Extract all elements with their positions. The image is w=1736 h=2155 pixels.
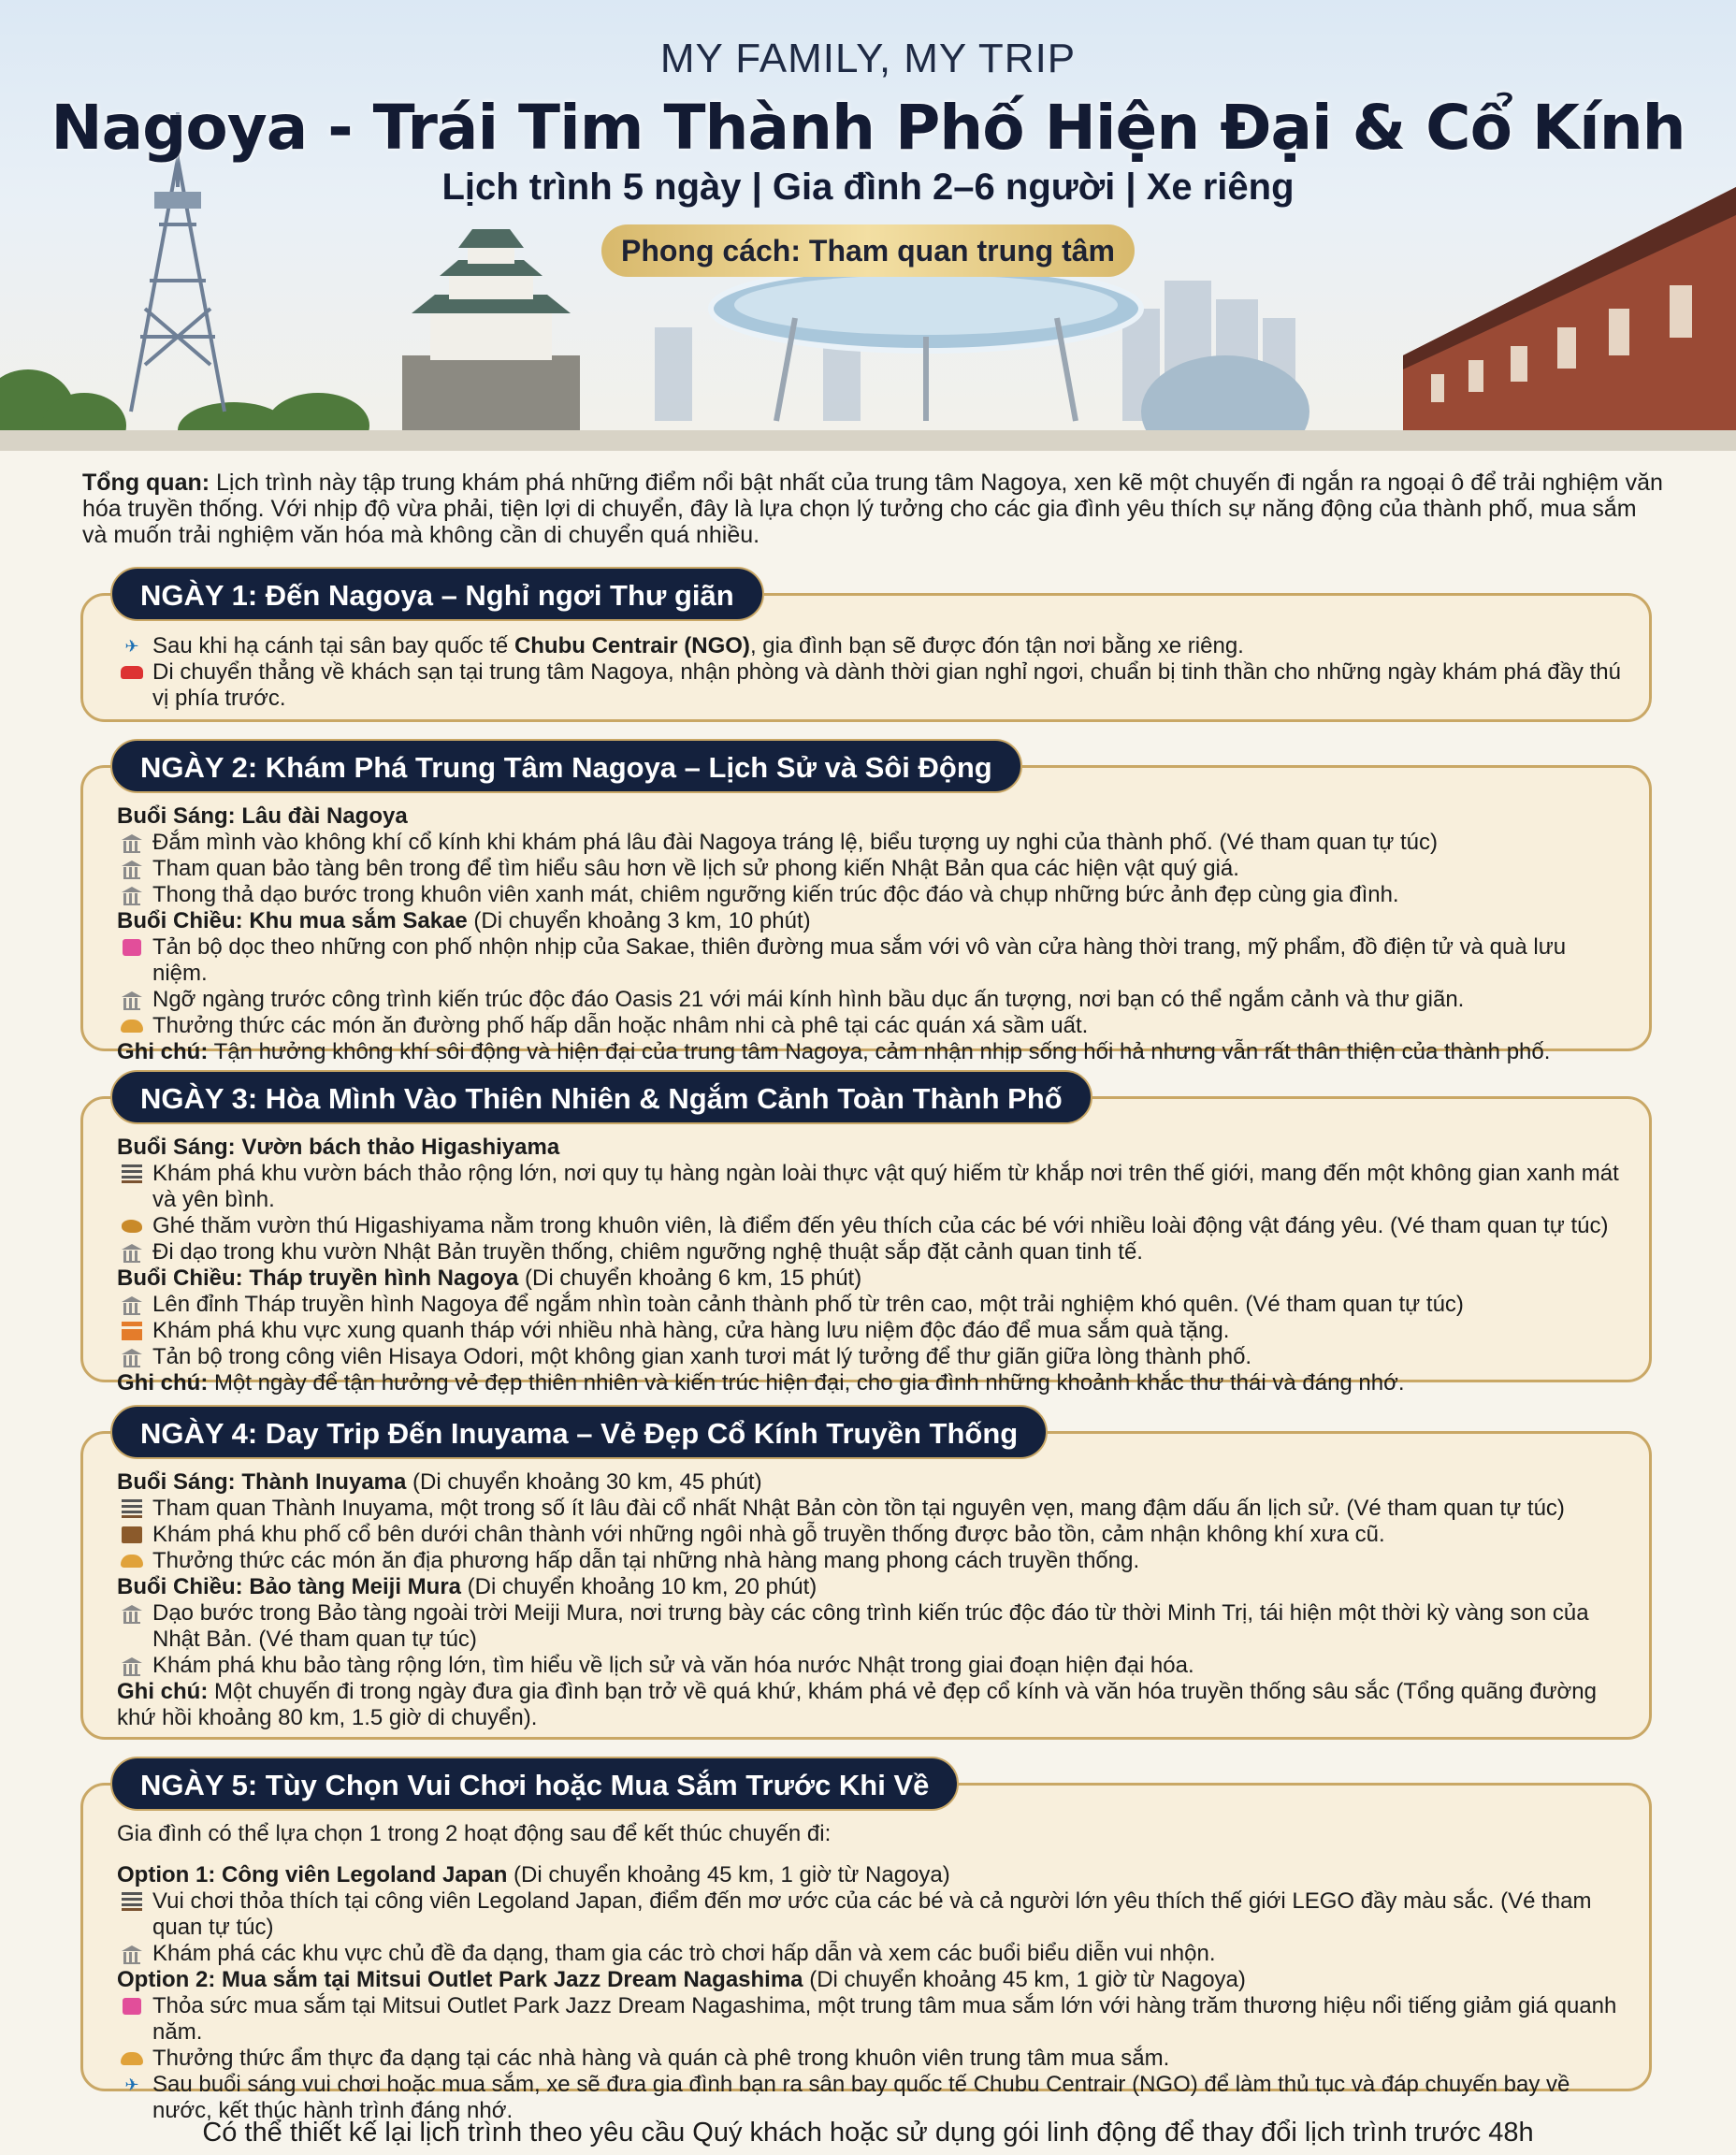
section-heading: Option 1: Công viên Legoland Japan (Di chuyển khoảng 45 km, 1 giờ từ Nagoya) [117,1862,950,1887]
day-3-header: NGÀY 3: Hòa Mình Vào Thiên Nhiên & Ngắm Cảnh Toàn Thành Phố [110,1070,1092,1124]
list-item: Thỏa sức mua sắm tại Mitsui Outlet Park Jazz Dream Nagashima, một trung tâm mua sắm lớn với hàng trăm thương hiệu nổi tiếng giảm giá quanh năm. [117,1993,1625,2046]
temple-icon [117,832,147,854]
temple-icon [117,1294,147,1316]
red-brick-warehouse-icon [1403,187,1736,440]
temple-icon [117,858,147,880]
section-heading: Buổi Sáng: Lâu đài Nagoya [117,803,408,829]
day-4-header: NGÀY 4: Day Trip Đến Inuyama – Vẻ Đẹp Cổ Kính Truyền Thống [110,1405,1048,1459]
house-icon [117,1524,147,1546]
day-note: Ghi chú: Một ngày để tận hưởng vẻ đẹp thiên nhiên và kiến trúc hiện đại, cho gia đình những khoảnh khắc thư thái và đáng nhớ. [117,1370,1405,1396]
bird-icon [117,1215,147,1237]
list-item: Dạo bước trong Bảo tàng ngoài trời Meiji Mura, nơi trưng bày các công trình kiến trúc độc đáo từ thời Minh Trị, tái hiện một thời kỳ vàng son của Nhật Bản. (Vé tham quan tự túc) [117,1600,1625,1653]
overview-text: Lịch trình này tập trung khám phá những điểm nổi bật nhất của trung tâm Nagoya, xen kẽ một chuyến đi ngắn ra ngoại ô để trải nghiệm văn hóa truyền thống. Với nhịp độ vừa phải, tiện lợi di chuyển, đây là lựa chọn lý tưởng cho các gia đình yêu thích sự năng động của thành phố, mua sắm và muốn trải nghiệm văn hóa mà không cần di chuyển quá nhiều. [82,470,1663,548]
day-2-card [80,765,1652,1064]
food-icon [117,1015,147,1037]
shrine-icon [117,1320,147,1342]
list-item: Lên đỉnh Tháp truyền hình Nagoya để ngắm nhìn toàn cảnh thành phố từ trên cao, một trải nghiệm khó quên. (Vé tham quan tự túc) [117,1292,1625,1318]
food-icon [117,2047,147,2070]
oasis21-icon [711,267,1141,421]
temple-icon [117,989,147,1011]
style-badge: Phong cách: Tham quan trung tâm [601,224,1135,277]
section-heading: Buổi Chiều: Tháp truyền hình Nagoya (Di chuyển khoảng 6 km, 15 phút) [117,1266,862,1291]
temple-icon [117,1602,147,1625]
section-heading: Option 2: Mua sắm tại Mitsui Outlet Park Jazz Dream Nagashima (Di chuyển khoảng 45 km, 1 giờ từ Nagoya) [117,1967,1246,1992]
list-item: Thưởng thức ẩm thực đa dạng tại các nhà hàng và quán cà phê trong khuôn viên trung tâm mua sắm. [117,2046,1625,2072]
pagoda-icon [117,1890,147,1913]
list-item: Di chuyển thẳng về khách sạn tại trung tâm Nagoya, nhận phòng và dành thời gian nghỉ ngơi, chuẩn bị tinh thần cho những ngày khám phá đầy thú vị phía trước. [117,659,1625,712]
list-item: Tản bộ dọc theo những con phố nhộn nhịp của Sakae, thiên đường mua sắm với vô vàn cửa hàng thời trang, mỹ phẩm, đồ điện tử và quà lưu niệm. [117,934,1625,987]
list-item: Tham quan Thành Inuyama, một trong số ít lâu đài cổ nhất Nhật Bản còn tồn tại nguyên vẹn, mang đậm dấu ấn lịch sử. (Vé tham quan tự túc) [117,1496,1625,1522]
page-subtitle: Lịch trình 5 ngày | Gia đình 2–6 người | Xe riêng [441,166,1295,208]
list-item: Thong thả dạo bước trong khuôn viên xanh mát, chiêm ngưỡng kiến trúc độc đáo và chụp những bức ảnh đẹp cùng gia đình. [117,882,1625,908]
temple-icon [117,1346,147,1368]
list-item: ✈ Sau buổi sáng vui chơi hoặc mua sắm, xe sẽ đưa gia đình bạn ra sân bay quốc tế Chubu Centrair (NGO) để làm thủ tục và đáp chuyến bay về nước, kết thúc hành trình đáng nhớ. [117,2072,1625,2124]
day-5-card [80,1783,1652,2123]
airplane-icon: ✈ [124,2075,139,2094]
day-note: Ghi chú: Một chuyến đi trong ngày đưa gia đình bạn trở về quá khứ, khám phá vẻ đẹp cổ kính và văn hóa truyền thống sâu sắc (Tổng quãng đường khứ hồi khoảng 80 km, 1.5 giờ di chuyển). [117,1679,1597,1730]
day-note: Ghi chú: Tận hưởng không khí sôi động và hiện đại của trung tâm Nagoya, cảm nhận nhịp sống hối hả nhưng vẫn rất thân thiện của thành phố. [117,1039,1551,1064]
day-2-header: NGÀY 2: Khám Phá Trung Tâm Nagoya – Lịch Sử và Sôi Động [110,739,1022,793]
temple-icon [117,884,147,906]
shopping-bag-icon [117,1995,147,2018]
overview-label: Tổng quan: [82,470,210,496]
list-item: Đắm mình vào không khí cổ kính khi khám phá lâu đài Nagoya tráng lệ, biểu tượng uy nghi của thành phố. (Vé tham quan tự túc) [117,830,1625,856]
list-item: Khám phá khu vườn bách thảo rộng lớn, nơi quy tụ hàng ngàn loài thực vật quý hiếm từ khắp nơi trên thế giới, mang đến một không gian xanh mát và yên bình. [117,1161,1625,1213]
pagoda-icon [117,1497,147,1520]
section-heading: Buổi Sáng: Vườn bách thảo Higashiyama [117,1135,560,1160]
list-item: Khám phá khu vực xung quanh tháp với nhiều nhà hàng, cửa hàng lưu niệm độc đáo để mua sắm quà tặng. [117,1318,1625,1344]
temple-icon [117,1655,147,1677]
list-item: Khám phá các khu vực chủ đề đa dạng, tham gia các trò chơi hấp dẫn và xem các buổi biểu diễn vui nhộn. [117,1941,1625,1967]
shopping-bag-icon [117,936,147,959]
list-item: Đi dạo trong khu vườn Nhật Bản truyền thống, chiêm ngưỡng nghệ thuật sắp đặt cảnh quan tinh tế. [117,1239,1625,1266]
list-item: Ghé thăm vườn thú Higashiyama nằm trong khuôn viên, là điểm đến yêu thích của các bé với nhiều loài động vật đáng yêu. (Vé tham quan tự túc) [117,1213,1625,1239]
airplane-icon: ✈ [124,637,139,656]
castle-icon [402,229,580,430]
list-item: Vui chơi thỏa thích tại công viên Legoland Japan, điểm đến mơ ước của các bé và cả người lớn yêu thích thế giới LEGO đầy màu sắc. (Vé tham quan tự túc) [117,1888,1625,1941]
hero-banner [0,0,1736,451]
pagoda-icon [117,1163,147,1185]
list-item: Thưởng thức các món ăn đường phố hấp dẫn hoặc nhâm nhi cà phê tại các quán xá sầm uất. [117,1013,1625,1039]
day-3-card [80,1096,1652,1396]
list-item: Khám phá khu bảo tàng rộng lớn, tìm hiểu về lịch sử và văn hóa nước Nhật trong giai đoạn hiện đại hóa. [117,1653,1625,1679]
food-icon [117,1550,147,1572]
overview-paragraph [82,470,1663,548]
page-title: Nagoya - Trái Tim Thành Phố Hiện Đại & Cổ Kính [51,92,1685,164]
temple-icon [117,1241,147,1264]
day-intro: Gia đình có thể lựa chọn 1 trong 2 hoạt động sau để kết thúc chuyến đi: [117,1821,832,1846]
list-item: Thưởng thức các món ăn địa phương hấp dẫn tại những nhà hàng mang phong cách truyền thống. [117,1548,1625,1574]
day-4-card [80,1431,1652,1740]
list-item: Tản bộ trong công viên Hisaya Odori, một không gian xanh tươi mát lý tưởng để thư giãn giữa lòng thành phố. [117,1344,1625,1370]
day-5-header: NGÀY 5: Tùy Chọn Vui Chơi hoặc Mua Sắm Trước Khi Về [110,1757,959,1811]
list-item: Khám phá khu phố cổ bên dưới chân thành với những ngôi nhà gỗ truyền thống được bảo tồn, cảm nhận không khí xưa cũ. [117,1522,1625,1548]
footer-note: Có thể thiết kế lại lịch trình theo yêu cầu Quý khách hoặc sử dụng gói linh động để thay đổi lịch trình trước 48h [202,2118,1534,2148]
list-item: ✈ Sau khi hạ cánh tại sân bay quốc tế Chubu Centrair (NGO), gia đình bạn sẽ được đón tận nơi bằng xe riêng. [117,633,1625,659]
tagline: MY FAMILY, MY TRIP [659,36,1077,81]
section-heading: Buổi Sáng: Thành Inuyama (Di chuyển khoảng 30 km, 45 phút) [117,1469,762,1495]
car-icon [117,661,147,684]
section-heading: Buổi Chiều: Khu mua sắm Sakae (Di chuyển khoảng 3 km, 10 phút) [117,908,811,933]
list-item: Ngỡ ngàng trước công trình kiến trúc độc đáo Oasis 21 với mái kính hình bầu dục ấn tượng, nơi bạn có thể ngắm cảnh và thư giãn. [117,987,1625,1013]
temple-icon [117,1943,147,1965]
section-heading: Buổi Chiều: Bảo tàng Meiji Mura (Di chuyển khoảng 10 km, 20 phút) [117,1574,817,1599]
day-1-header: NGÀY 1: Đến Nagoya – Nghỉ ngơi Thư giãn [110,567,764,621]
list-item: Tham quan bảo tàng bên trong để tìm hiểu sâu hơn về lịch sử phong kiến Nhật Bản qua các hiện vật quý giá. [117,856,1625,882]
